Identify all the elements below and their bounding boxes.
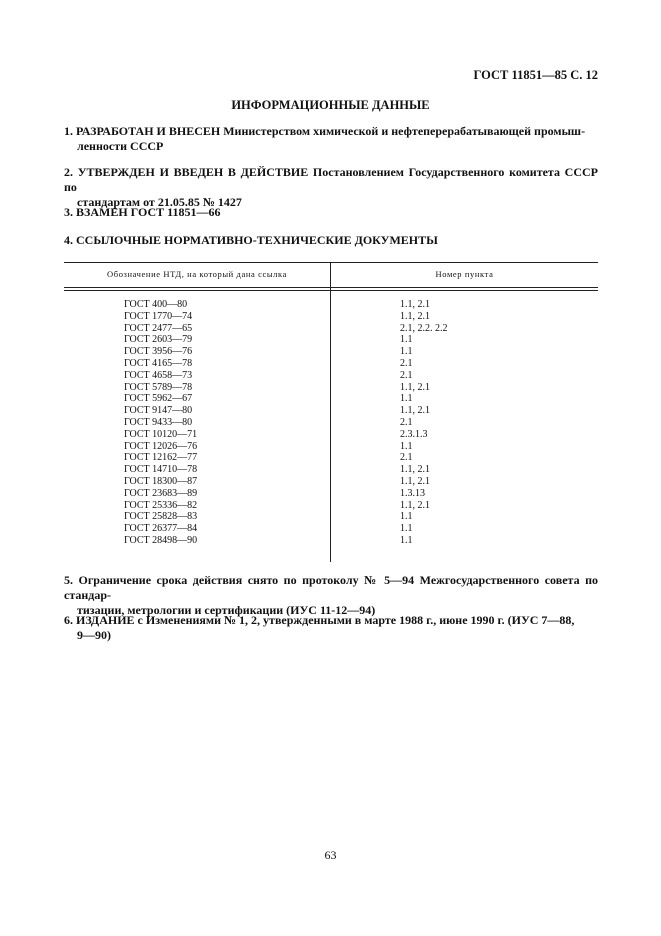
table-row	[64, 346, 598, 358]
table-row	[64, 334, 598, 346]
table-body	[64, 299, 598, 547]
table-cell-document: ГОСТ 3956—76	[124, 346, 193, 358]
table-cell-document: ГОСТ 2603—79	[124, 334, 193, 346]
item-edition	[64, 613, 598, 643]
table-cell-document: ГОСТ 23683—89	[124, 487, 198, 499]
table-cell-point: 2.3.1.3	[400, 428, 428, 440]
item-edition-line2: 9—90)	[77, 628, 111, 642]
table-row	[64, 535, 598, 547]
table-cell-document: ГОСТ 28498—90	[124, 534, 198, 546]
table-cell-point: 1.3.13	[400, 487, 425, 499]
table-row	[64, 441, 598, 453]
table-cell-document: ГОСТ 25336—82	[124, 499, 198, 511]
table-cell-document: ГОСТ 26377—84	[124, 523, 198, 535]
table-cell-point: 1.1	[400, 334, 413, 346]
table-cell-document: ГОСТ 400—80	[124, 299, 188, 310]
table-cell-point: 1.1, 2.1	[400, 299, 430, 310]
item-replaces-line1: 3. ВЗАМЕН ГОСТ 11851—66	[64, 205, 221, 219]
table-cell-document: ГОСТ 18300—87	[124, 475, 198, 487]
table-header-rule	[64, 287, 598, 288]
table-row	[64, 417, 598, 429]
table-cell-document: ГОСТ 9147—80	[124, 405, 193, 417]
table-row	[64, 382, 598, 394]
table-cell-point: 1.1	[400, 523, 413, 535]
table-row	[64, 299, 598, 311]
table-row	[64, 323, 598, 335]
table-cell-document: ГОСТ 1770—74	[124, 310, 193, 322]
table-cell-point: 1.1	[400, 393, 413, 405]
table-cell-point: 1.1, 2.1	[400, 499, 430, 511]
table-header-point: Номер пункта	[435, 269, 494, 279]
references-table	[64, 262, 598, 562]
table-row	[64, 523, 598, 535]
table-row	[64, 511, 598, 523]
table-cell-document: ГОСТ 4658—73	[124, 369, 193, 381]
page-title: ИНФОРМАЦИОННЫЕ ДАННЫЕ	[231, 98, 430, 112]
item-approved-line2: стандартам от 21.05.85 № 1427	[77, 195, 242, 209]
table-cell-point: 1.1, 2.1	[400, 310, 430, 322]
table-cell-document: ГОСТ 4165—78	[124, 357, 193, 369]
table-cell-point: 2.1	[400, 357, 413, 369]
table-top-rule	[64, 262, 598, 263]
table-cell-document: ГОСТ 12026—76	[124, 440, 198, 452]
table-row	[64, 393, 598, 405]
table-row	[64, 452, 598, 464]
table-cell-document: ГОСТ 9433—80	[124, 416, 193, 428]
item-references-line1: 4. ССЫЛОЧНЫЕ НОРМАТИВНО-ТЕХНИЧЕСКИЕ ДОКУМЕНТЫ	[64, 233, 438, 247]
item-approved-line1: 2. УТВЕРЖДЕН И ВВЕДЕН В ДЕЙСТВИЕ Постановлением Государственного комитета СССР по	[64, 165, 598, 194]
item-replaces	[64, 205, 598, 220]
table-cell-point: 1.1, 2.1	[400, 405, 430, 417]
table-cell-point: 1.1, 2.1	[400, 381, 430, 393]
document-code: ГОСТ 11851—85 С. 12	[473, 68, 598, 82]
table-cell-point: 1.1, 2.1	[400, 464, 430, 476]
item-references-heading	[64, 233, 598, 248]
table-cell-document: ГОСТ 10120—71	[124, 428, 198, 440]
item-validity-line2: тизации, метрологии и сертификации (ИУС 11-12—94)	[77, 603, 376, 617]
table-row	[64, 405, 598, 417]
table-cell-point: 1.1, 2.1	[400, 475, 430, 487]
table-row	[64, 429, 598, 441]
table-cell-point: 1.1	[400, 346, 413, 358]
table-cell-point: 2.1, 2.2. 2.2	[400, 322, 448, 334]
item-edition-line1: 6. ИЗДАНИЕ с Изменениями № 1, 2, утвержденными в марте 1988 г., июне 1990 г. (ИУС 7—88,	[64, 613, 575, 627]
item-validity	[64, 573, 598, 618]
table-row	[64, 476, 598, 488]
table-cell-point: 1.1	[400, 511, 413, 523]
table-cell-document: ГОСТ 5962—67	[124, 393, 193, 405]
page-number: 63	[324, 848, 337, 862]
item-developed-line1: 1. РАЗРАБОТАН И ВНЕСЕН Министерством химической и нефтеперерабатывающей промыш-	[64, 124, 586, 138]
table-cell-point: 2.1	[400, 452, 413, 464]
table-header-rule-double	[64, 290, 598, 291]
table-row	[64, 358, 598, 370]
item-approved	[64, 165, 598, 210]
table-cell-point: 2.1	[400, 416, 413, 428]
table-header-document: Обозначение НТД, на который дана ссылка	[107, 269, 287, 279]
item-validity-line1: 5. Ограничение срока действия снято по протоколу № 5—94 Межгосударственного совета по стандар-	[64, 573, 598, 602]
item-developed	[64, 124, 598, 154]
table-cell-document: ГОСТ 5789—78	[124, 381, 193, 393]
table-row	[64, 370, 598, 382]
table-row	[64, 500, 598, 512]
table-row	[64, 488, 598, 500]
table-cell-document: ГОСТ 25828—83	[124, 511, 198, 523]
table-cell-point: 1.1	[400, 440, 413, 452]
table-cell-document: ГОСТ 2477—65	[124, 322, 193, 334]
table-cell-document: ГОСТ 12162—77	[124, 452, 198, 464]
table-row	[64, 464, 598, 476]
table-cell-document: ГОСТ 14710—78	[124, 464, 198, 476]
table-cell-point: 2.1	[400, 369, 413, 381]
item-developed-line2: ленности СССР	[77, 139, 164, 153]
table-cell-point: 1.1	[400, 534, 413, 546]
table-row	[64, 311, 598, 323]
